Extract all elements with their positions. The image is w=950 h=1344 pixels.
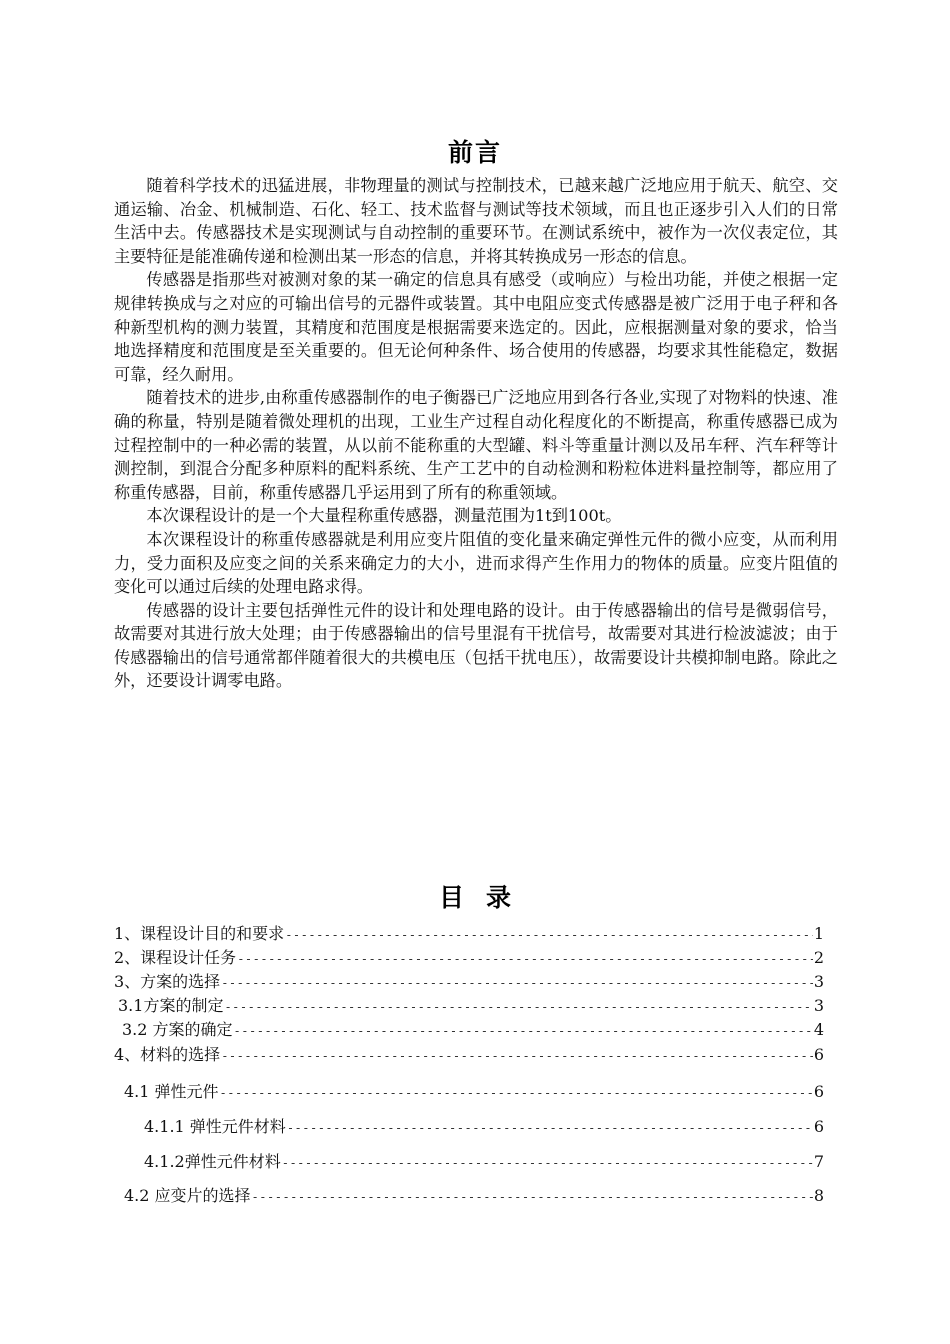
toc-dot-leader [252,1185,813,1209]
toc-entry-label: 3、方案的选择 [114,972,221,991]
toc-entry-label: 4.2 应变片的选择 [124,1186,251,1205]
toc-dot-leader [282,1151,813,1175]
toc-entry[interactable] [124,1080,824,1104]
toc-dot-leader [224,995,812,1019]
toc-dot-leader [237,947,813,971]
toc-entry[interactable] [144,1150,824,1174]
toc-entry-page: 6 [813,1082,824,1101]
toc-dot-leader [285,923,813,947]
toc-entry-page: 6 [813,1045,824,1064]
preface-paragraph: 本次课程设计的称重传感器就是利用应变片阻值的变化量来确定弹性元件的微小应变，从而利用力，受力面积及应变之间的关系来确定力的大小，进而求得产生作用力的物体的质量。应变片阻值的变化可以通过后续的处理电路求得。 [114,529,838,597]
toc-entry[interactable] [122,1018,824,1042]
toc-entry[interactable] [114,970,824,994]
toc-entry-label: 3.1方案的制定 [118,996,224,1015]
toc-entry[interactable] [144,1115,824,1139]
toc-entry[interactable] [114,1043,824,1067]
toc-entry-page: 6 [813,1117,824,1136]
toc-entry-label: 4.1.1 弹性元件材料 [144,1117,286,1136]
toc-entry-page: 1 [813,924,824,943]
preface-paragraph: 传感器的设计主要包括弹性元件的设计和处理电路的设计。由于传感器输出的信号是微弱信号，故需要对其进行放大处理；由于传感器输出的信号里混有干扰信号，故需要对其进行检波滤波；由于传感器输出的信号通常都伴随着很大的共模电压（包括干扰电压），故需要设计共模抑制电路。除此之外，还要设计调零电路。 [114,600,838,691]
preface-title: 前言 [447,138,502,167]
toc-dot-leader [221,1044,813,1068]
preface-paragraph: 本次课程设计的是一个大量程称重传感器，测量范围为1t到100t。 [146,506,622,526]
preface-paragraph: 传感器是指那些对被测对象的某一确定的信息具有感受（或响应）与检出功能，并使之根据一定规律转换成与之对应的可输出信号的元器件或装置。其中电阻应变式传感器是被广泛用于电子秤和各种新型机构的测力装置，其精度和范围度是根据需要来选定的。因此，应根据测量对象的要求，恰当地选择精度和范围度是至关重要的。但无论何种条件、场合使用的传感器，均要求其性能稳定，数据可靠，经久耐用。 [114,270,838,384]
toc-entry[interactable] [118,994,824,1018]
toc-entry-page: 8 [813,1186,824,1205]
toc-entry[interactable] [114,946,824,970]
toc-title [0,878,950,914]
toc-entry-page: 3 [813,996,824,1015]
toc-entry-label: 2、课程设计任务 [114,948,237,967]
preface-paragraph: 随着科学技术的迅猛进展，非物理量的测试与控制技术，已越来越广泛地应用于航天、航空、交通运输、冶金、机械制造、石化、轻工、技术监督与测试等技术领域，而且也正逐步引入人们的日常生活中去。传感器技术是实现测试与自动控制的重要环节。在测试系统中，被作为一次仪表定位，其主要特征是能准确传递和检测出某一形态的信息，并将其转换成另一形态的信息。 [114,176,838,266]
toc-dot-leader [220,1081,813,1105]
toc-entry[interactable] [114,922,824,946]
toc-dot-leader [287,1116,813,1140]
toc-entry-label: 1、课程设计目的和要求 [114,924,285,943]
toc-entry-label: 3.2 方案的确定 [122,1020,233,1039]
toc-entry-page: 4 [813,1020,824,1039]
toc-dot-leader [221,971,813,995]
toc-entry-page: 7 [813,1152,824,1171]
preface-body [114,174,838,693]
toc-entry[interactable] [124,1184,824,1208]
toc-dot-leader [234,1019,813,1043]
toc-title-text: 目录 [438,883,533,912]
toc-entry-label: 4、材料的选择 [114,1045,221,1064]
toc-entry-page: 2 [813,948,824,967]
toc-entry-page: 3 [813,972,824,991]
toc-entry-label: 4.1 弹性元件 [124,1082,219,1101]
preface-paragraph: 随着技术的进步,由称重传感器制作的电子衡器已广泛地应用到各行各业,实现了对物料的快速、准确的称量，特别是随着微处理机的出现，工业生产过程自动化程度化的不断提高，称重传感器已成为过程控制中的一种必需的装置，从以前不能称重的大型罐、料斗等重量计测以及吊车秤、汽车秤等计测控制，到混合分配多种原料的配料系统、生产工艺中的自动检测和粉粒体进料量控制等，都应用了称重传感器，目前，称重传感器几乎运用到了所有的称重领域。 [114,388,838,502]
toc-entry-label: 4.1.2弹性元件材料 [144,1152,281,1171]
